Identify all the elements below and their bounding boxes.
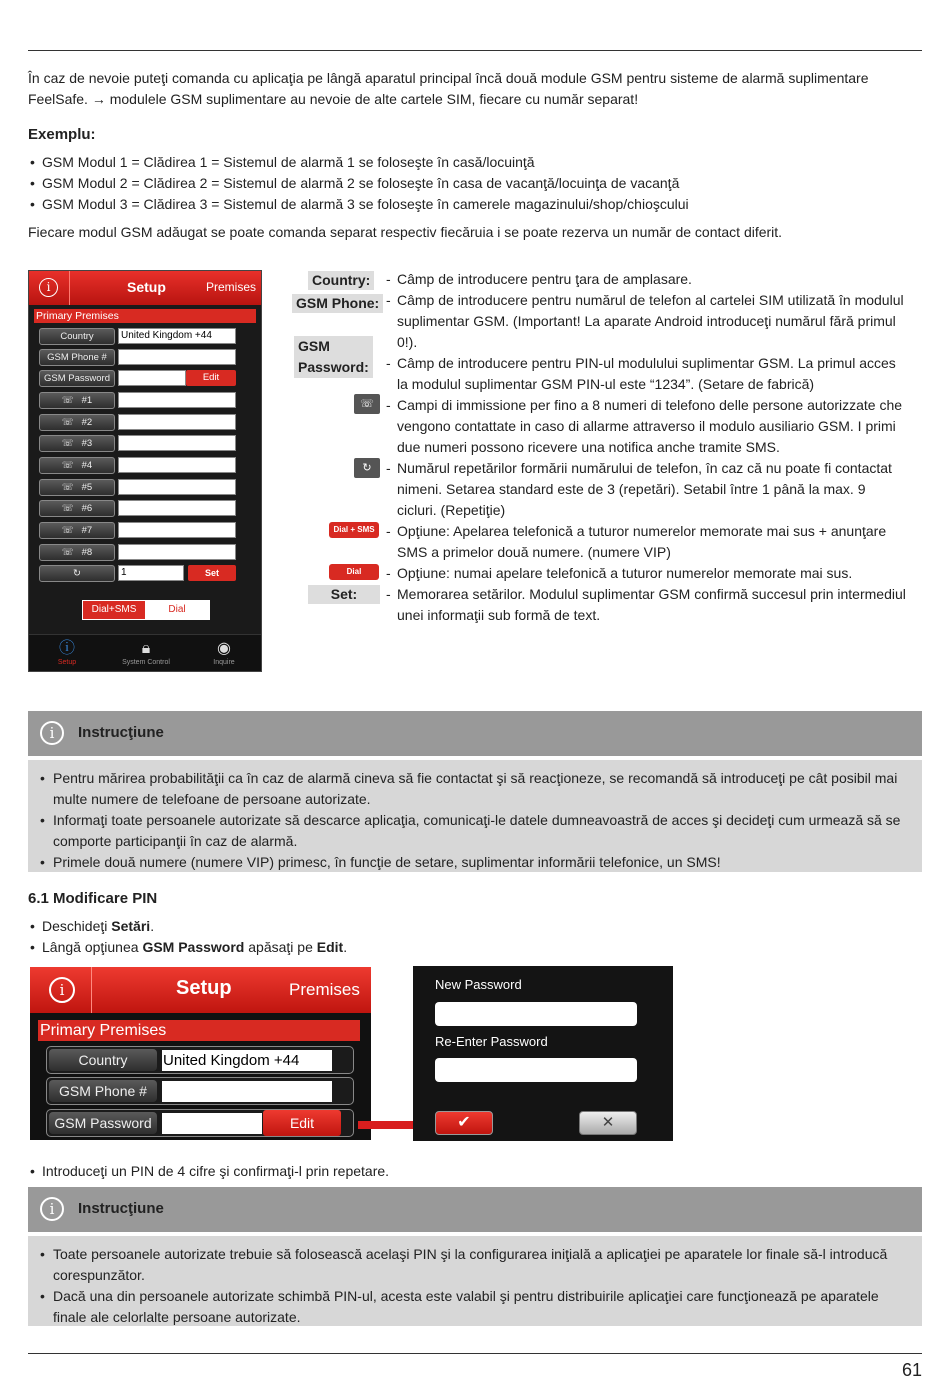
- legend-set: - Memorarea setărilor. Modulul suplimentar GSM confirmă succesul prin intermediul unei informaţii sub formă de text.: [386, 586, 906, 623]
- set-button[interactable]: Set: [188, 565, 236, 581]
- country-button[interactable]: Country: [49, 1049, 157, 1071]
- list-item: • Dacă una din persoanele autorizate schimbă PIN-ul, acesta este valabil şi pentru distribuirile aplicaţiei care funcţionează pe aparatele finale ale celorlalte persoane autorizate.: [40, 1286, 910, 1328]
- dial-mode-toggle: [82, 600, 210, 620]
- list-item: • Lângă opţiunea GSM Password apăsaţi pe Edit.: [28, 937, 922, 958]
- eye-icon: ◉: [217, 640, 231, 657]
- phone-icon: ☏: [61, 547, 74, 558]
- country-field[interactable]: United Kingdom +44: [118, 328, 236, 344]
- note-header: [28, 1187, 922, 1232]
- phone-icon: ☏: [61, 438, 74, 449]
- section-title: 6.1 Modificare PIN: [28, 890, 158, 907]
- contact-button[interactable]: ☏ #6: [39, 500, 115, 517]
- list-item: • Toate persoanele autorizate trebuie să folosească acelaşi PIN şi la configurarea iniţială a aplicaţiei pe aparatele lor finale să-l introducă corespunzător.: [40, 1244, 910, 1286]
- country-field[interactable]: United Kingdom +44: [162, 1050, 332, 1071]
- page-number: 61: [901, 1360, 922, 1380]
- steps-list: [28, 916, 922, 958]
- list-item: • GSM Modul 3 = Clădirea 3 = Sistemul de alarmă 3 se foloseşte în camerele magazinului/shop/chioşcului: [28, 194, 922, 215]
- legend-key-gsm-phone: GSM Phone:: [292, 294, 383, 313]
- edit-button[interactable]: Edit: [186, 370, 236, 386]
- info-icon: i: [40, 721, 64, 745]
- contact-field[interactable]: [118, 457, 236, 473]
- example-title: Exemplu:: [28, 126, 96, 143]
- steps-list-2: [28, 1161, 922, 1182]
- note-header: [28, 711, 922, 756]
- gsm-phone-field[interactable]: [118, 349, 236, 365]
- note-title: Instrucţiune: [78, 724, 164, 741]
- list-item: • GSM Modul 1 = Clădirea 1 = Sistemul de alarmă 1 se foloseşte în casă/locuinţă: [28, 152, 922, 173]
- phone-title: Setup: [127, 279, 166, 295]
- phone-title: Setup: [176, 977, 232, 999]
- contact-field[interactable]: [118, 392, 236, 408]
- legend-key-set: Set:: [308, 585, 380, 604]
- dial-sms-icon: Dial + SMS: [329, 522, 379, 538]
- bottom-rule: [28, 1353, 922, 1354]
- contact-button[interactable]: ☏ #8: [39, 544, 115, 561]
- contact-field[interactable]: [118, 500, 236, 516]
- gsm-phone-row: [46, 1077, 354, 1105]
- gsm-phone-button[interactable]: GSM Phone #: [39, 349, 115, 366]
- contact-button[interactable]: ☏ #2: [39, 414, 115, 431]
- gsm-phone-field[interactable]: [162, 1081, 332, 1102]
- new-password-input[interactable]: [435, 1002, 637, 1026]
- phone-icon: ☏: [61, 503, 74, 514]
- re-enter-password-label: Re-Enter Password: [435, 1034, 548, 1049]
- country-button[interactable]: Country: [39, 328, 115, 345]
- gsm-password-button[interactable]: GSM Password: [49, 1112, 157, 1134]
- confirm-button[interactable]: [435, 1111, 493, 1135]
- legend-gsm-phone: - Câmp de introducere pentru numărul de telefon al cartelei SIM utilizată în modulul suplimentar GSM. (Important! La aparate Android introduceţi numărul fără primul 0!).: [386, 292, 904, 350]
- phone-icon: ☏: [354, 394, 380, 414]
- intro-paragraph-2: Fiecare modul GSM adăugat se poate comanda separat respectiv fiecăruia i se poate rezerva un număr de contact diferit.: [28, 224, 783, 240]
- legend-contacts: - Campi di immissione per fino a 8 numeri di telefono delle persone autorizzate che vengono contattate in caso di allarme attraverso il modulo ausiliario GSM. I primi due numeri possono ricevere una notifica anche tramite SMS.: [386, 397, 903, 455]
- list-item: • Primele două numere (numere VIP) primesc, în funcţie de setare, suplimentar informării telefonice, un SMS!: [40, 852, 910, 873]
- contact-field[interactable]: [118, 435, 236, 451]
- list-item: • Informaţi toate persoanele autorizate să descarce aplicaţia, comunicaţi-le datele dumneavoastră de acces şi decideţi cum urmează să se comporte participanţii în caz de alarmă.: [40, 810, 910, 852]
- dial-sms-button[interactable]: Dial+SMS: [83, 601, 145, 619]
- close-icon: ✕: [601, 1114, 615, 1131]
- phone-icon: ☏: [61, 460, 74, 471]
- edit-button[interactable]: Edit: [263, 1110, 341, 1136]
- contact-button[interactable]: ☏ #3: [39, 435, 115, 452]
- legend-country: - Câmp de introducere pentru ţara de amplasare.: [386, 271, 692, 287]
- password-dialog-screenshot: [413, 966, 673, 1141]
- premises-button[interactable]: Premises: [289, 980, 360, 999]
- cancel-button[interactable]: [579, 1111, 637, 1135]
- tab-bar: [29, 634, 262, 672]
- gsm-password-row: [46, 1109, 354, 1137]
- top-rule: [28, 50, 922, 51]
- intro-paragraph: În caz de nevoie puteţi comanda cu aplicaţia pe lângă aparatul principal încă două module GSM pentru sisteme de alarmă suplimentare FeelSafe. → modulele GSM suplimentare au nevoie de alte cartele SIM, fiecare cu număr separat!: [28, 70, 869, 107]
- list-item: • Pentru mărirea probabilităţii ca în caz de alarmă cineva să fie contactat şi să reacţioneze, se recomandă să introduceţi pe cât posibil mai multe numere de telefoane de persoane autorizate.: [40, 768, 910, 810]
- setup-crop-screenshot: [30, 967, 371, 1140]
- info-icon: ⓘ: [58, 640, 75, 657]
- note-title: Instrucţiune: [78, 1200, 164, 1217]
- phone-setup-screenshot: [28, 270, 262, 672]
- gsm-password-button[interactable]: GSM Password: [39, 370, 115, 387]
- repeat-button[interactable]: [39, 565, 115, 582]
- contact-button[interactable]: ☏ #5: [39, 479, 115, 496]
- re-enter-password-input[interactable]: [435, 1058, 637, 1082]
- info-icon: i: [40, 1197, 64, 1221]
- list-item: • Introduceţi un PIN de 4 cifre şi confirmaţi-l prin repetare.: [28, 1161, 922, 1182]
- tab-inquire[interactable]: ◉ Inquire: [189, 639, 259, 666]
- contact-button[interactable]: ☏ #4: [39, 457, 115, 474]
- refresh-icon: ↻: [73, 568, 81, 579]
- info-icon[interactable]: i: [49, 977, 75, 1003]
- contact-field[interactable]: [118, 414, 236, 430]
- gsm-phone-button[interactable]: GSM Phone #: [49, 1080, 157, 1102]
- list-item: • Deschideţi Setări.: [28, 916, 922, 937]
- lock-icon: 🔒︎: [141, 640, 151, 657]
- phone-icon: ☏: [61, 395, 74, 406]
- check-icon: ✔: [457, 1114, 471, 1131]
- repeat-field[interactable]: 1: [118, 565, 184, 581]
- dial-button[interactable]: Dial: [145, 601, 209, 619]
- refresh-icon: ↻: [354, 458, 380, 478]
- arrow-icon: [358, 1121, 418, 1129]
- new-password-label: New Password: [435, 977, 522, 992]
- dial-icon: Dial: [329, 564, 379, 580]
- premises-button[interactable]: Premises: [206, 280, 257, 294]
- legend-repeat: - Numărul repetărilor formării numărului de telefon, în caz că nu poate fi contactat nimeni. Setarea standard este de 3 (repetări). Setabil între 1 până la max. 9 cicluri. (Repetiţie): [386, 460, 892, 518]
- contact-button[interactable]: ☏ #1: [39, 392, 115, 409]
- section-header: Primary Premises: [38, 1020, 360, 1041]
- legend-key-gsm-password: GSM Password:: [294, 336, 373, 378]
- contact-field[interactable]: [118, 544, 236, 560]
- contact-button[interactable]: ☏ #7: [39, 522, 115, 539]
- note-body: [28, 760, 922, 872]
- phone-header: [29, 271, 261, 305]
- gsm-password-field[interactable]: [118, 370, 186, 386]
- phone-header: [30, 967, 371, 1013]
- divider: [69, 271, 70, 305]
- contact-field[interactable]: [118, 479, 236, 495]
- tab-system-control[interactable]: 🔒︎ System Control: [111, 639, 181, 666]
- list-item: • GSM Modul 2 = Clădirea 2 = Sistemul de alarmă 2 se foloseşte în casa de vacanţă/locuinţa de vacanţă: [28, 173, 922, 194]
- section-header: Primary Premises: [34, 309, 256, 323]
- phone-icon: ☏: [61, 482, 74, 493]
- info-icon[interactable]: i: [39, 278, 58, 297]
- legend-dial-sms: - Opţiune: Apelarea telefonică a tuturor numerelor memorate mai sus + anunţare SMS a primelor două numere. (numere VIP): [386, 523, 887, 560]
- legend-gsm-password: - Câmp de introducere pentru PIN-ul modulului suplimentar GSM. La primul acces la modulul suplimentar GSM PIN-ul este “1234”. (Setare de fabrică): [386, 355, 896, 392]
- divider: [91, 967, 92, 1013]
- contact-field[interactable]: [118, 522, 236, 538]
- tab-setup[interactable]: ⓘ Setup: [32, 639, 102, 666]
- country-row: [46, 1046, 354, 1074]
- phone-icon: ☏: [61, 417, 74, 428]
- phone-icon: ☏: [61, 525, 74, 536]
- legend-key-country: Country:: [308, 271, 374, 290]
- note-body: [28, 1236, 922, 1326]
- example-list: [28, 152, 922, 215]
- gsm-password-field[interactable]: [162, 1113, 262, 1134]
- legend-dial: - Opţiune: numai apelare telefonică a tuturor numerelor memorate mai sus.: [386, 565, 853, 581]
